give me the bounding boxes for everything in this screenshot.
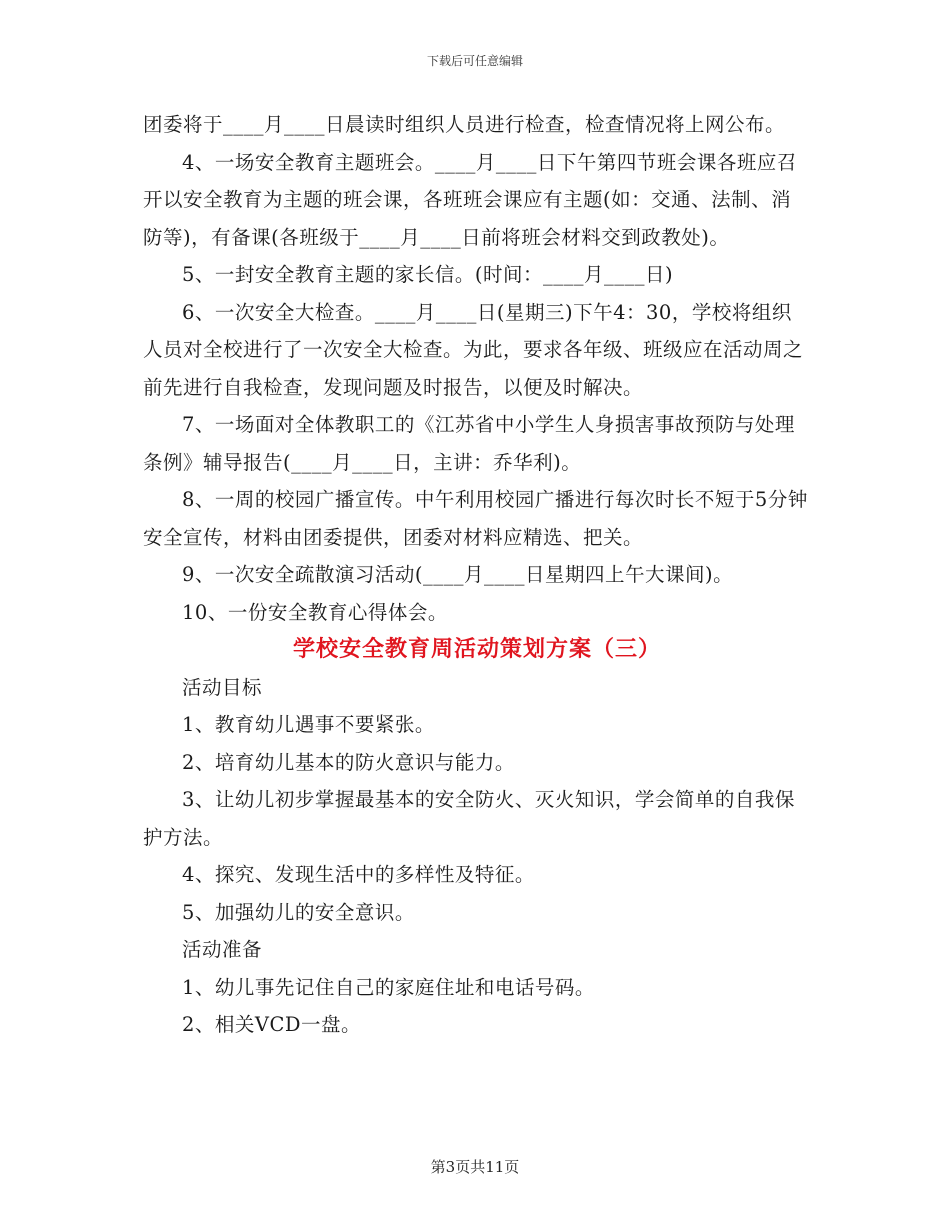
section-title: 学校安全教育周活动策划方案（三） (292, 636, 661, 662)
page-footer: 第3页共11页 (430, 1158, 520, 1176)
subheading-activity-goals: 活动目标 (182, 675, 263, 699)
goal-item-4: 4、探究、发现生活中的多样性及特征。 (182, 863, 535, 886)
preparation-item-2: 2、相关VCD一盘。 (182, 1013, 362, 1036)
goal-item-1: 1、教育幼儿遇事不要紧张。 (182, 713, 435, 736)
list-item-4: 4、一场安全教育主题班会。____月____日下午第四节班会课各班应召开以安全教育为主题的班会课，各班班会课应有主题(如：交通、法制、消防等)，有备课(各班级于____月____日前将班会材料交到政教处)。 (143, 150, 797, 249)
list-item-8: 8、一周的校园广播宣传。中午利用校园广播进行每次时长不短于5分钟安全宣传，材料由团委提供，团委对材料应精选、把关。 (143, 488, 808, 549)
goal-item-5: 5、加强幼儿的安全意识。 (182, 900, 415, 924)
page-header: 下载后可任意编辑 (426, 54, 523, 68)
goal-item-3: 3、让幼儿初步掌握最基本的安全防火、灭火知识，学会简单的自我保护方法。 (143, 788, 795, 849)
preparation-item-1: 1、幼儿事先记住自己的家庭住址和电话号码。 (182, 975, 595, 999)
list-item-7: 7、一场面对全体教职工的《江苏省中小学生人身损害事故预防与处理条例》辅导报告(____月____日，主讲：乔华利)。 (143, 413, 795, 474)
document-body (143, 106, 811, 1044)
list-item-9: 9、一次安全疏散演习活动(____月____日星期四上午大课间)。 (182, 563, 734, 586)
list-item-10: 10、一份安全教育心得体会。 (182, 600, 448, 624)
paragraph-continuation: 团委将于____月____日晨读时组织人员进行检查，检查情况将上网公布。 (143, 113, 786, 136)
list-item-5: 5、一封安全教育主题的家长信。(时间：____月____日) (182, 263, 674, 286)
goal-item-2: 2、培育幼儿基本的防火意识与能力。 (182, 750, 515, 774)
subheading-activity-preparation: 活动准备 (182, 938, 263, 961)
list-item-6: 6、一次安全大检查。____月____日(星期三)下午4：30，学校将组织人员对全校进行了一次安全大检查。为此，要求各年级、班级应在活动周之前先进行自我检查，发现问题及时报告，以便及时解决。 (143, 300, 804, 399)
